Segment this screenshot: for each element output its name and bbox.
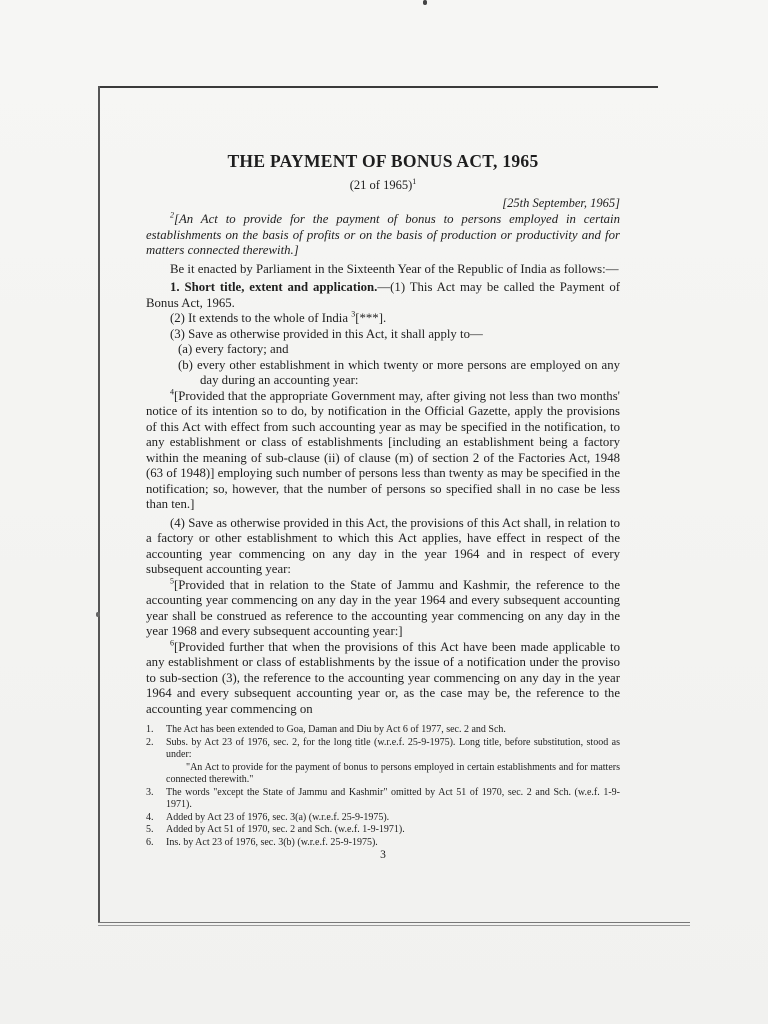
section-1-1: 1. Short title, extent and application.—(1) This Act may be called the Payment of Bonus Act, 1965. [146,280,620,310]
scan-mark [423,0,427,5]
act-number: (21 of 1965)$^1$ [349,176,417,192]
section-1-3: (3) Save as otherwise provided in this Act, it shall apply to— [170,326,483,341]
footnote: 4. Added by Act 23 of 1976, sec. 3(a) (w.r.e.f. 25-9-1975). [146,811,390,823]
footnote: 2. Subs. by Act 23 of 1976, sec. 2, for the long title (w.r.e.f. 25-9-1975). Long title, before substitution, stood as under: [146,736,620,760]
act-title: THE PAYMENT OF BONUS ACT, 1965 [227,151,539,171]
footnote: 1. The Act has been extended to Goa, Daman and Diu by Act 6 of 1977, sec. 2 and Sch. [146,724,506,735]
section-1-2: (2) It extends to the whole of India $^3$[***]. [170,309,387,325]
footnote: 6. Ins. by Act 23 of 1976, sec. 3(b) (w.r.e.f. 25-9-1975). [146,836,378,848]
proviso-5: $^5$[Provided that in relation to the State of Jammu and Kashmir, the reference to the accounting year commencing on any day in the year 1964 and every subsequent accounting year shall be construed as reference to the accounting year commencing on any day in the year 1968 and every subsequent accounting year:] [146,576,620,638]
section-1-4: (4) Save as otherwise provided in this Act, the provisions of this Act shall, in relation to a factory or other establishment to which this Act applies, have effect in respect of the accounting year commencing on any day in the year 1964 and in respect of every subsequent accounting year: [146,515,620,576]
page-border-bottom [98,922,690,923]
long-title: $^2$[An Act to provide for the payment of bonus to persons employed in certain establishments on the basis of profits or on the basis of production or productivity and for matters connected therewith.] [146,210,620,257]
clause-b: (b) every other establishment in which twenty or more persons are employed on any day during an accounting year: [178,357,620,387]
page-border-top [98,86,658,88]
clause-a: (a) every factory; and [178,342,289,356]
enacting-formula: Be it enacted by Parliament in the Sixteenth Year of the Republic of India as follows:— [170,261,619,276]
footnote-quote: "An Act to provide for the payment of bonus to persons employed in certain establishments and for matters connected therewith." [166,761,620,785]
footnote: 5. Added by Act 51 of 1970, sec. 2 and Sch. (w.e.f. 1-9-1971). [146,824,405,835]
act-date: [25th September, 1965] [502,196,620,210]
page-border-left [98,86,100,922]
page-border-bottom-inner [98,925,690,926]
footnote: 3. The words "except the State of Jammu and Kashmir" omitted by Act 51 of 1970, sec. 2 and Sch. (w.e.f. 1-9-1971). [146,786,620,810]
proviso-6: $^6$[Provided further that when the provisions of this Act have been made applicable to any establishment or class of establishments by the issue of a notification under the proviso to sub-section (3), the reference to the accounting year commencing on any day in the year 1964 and every subsequent accounting year or, as the case may be, the reference to the accounting year commencing on [146,638,620,716]
act-body [146,150,620,717]
proviso-4: $^4$[Provided that the appropriate Government may, after giving not less than two months' notice of its intention so to do, by notification in the Official Gazette, apply the provisions of this Act with effect from such accounting year as may be specified in the notification, to any establishment or class of establishments [including an establishment being a factory within the meaning of sub-clause (ii) of clause (m) of section 2 of the Factories Act, 1948 (63 of 1948)] employing such number of persons less than twenty as may be specified in the notification; so, however, that the number of persons so specified shall in no case be less than ten.] [146,387,620,511]
margin-mark [96,612,100,617]
page-number: 3 [380,849,386,861]
footnotes [146,724,620,849]
